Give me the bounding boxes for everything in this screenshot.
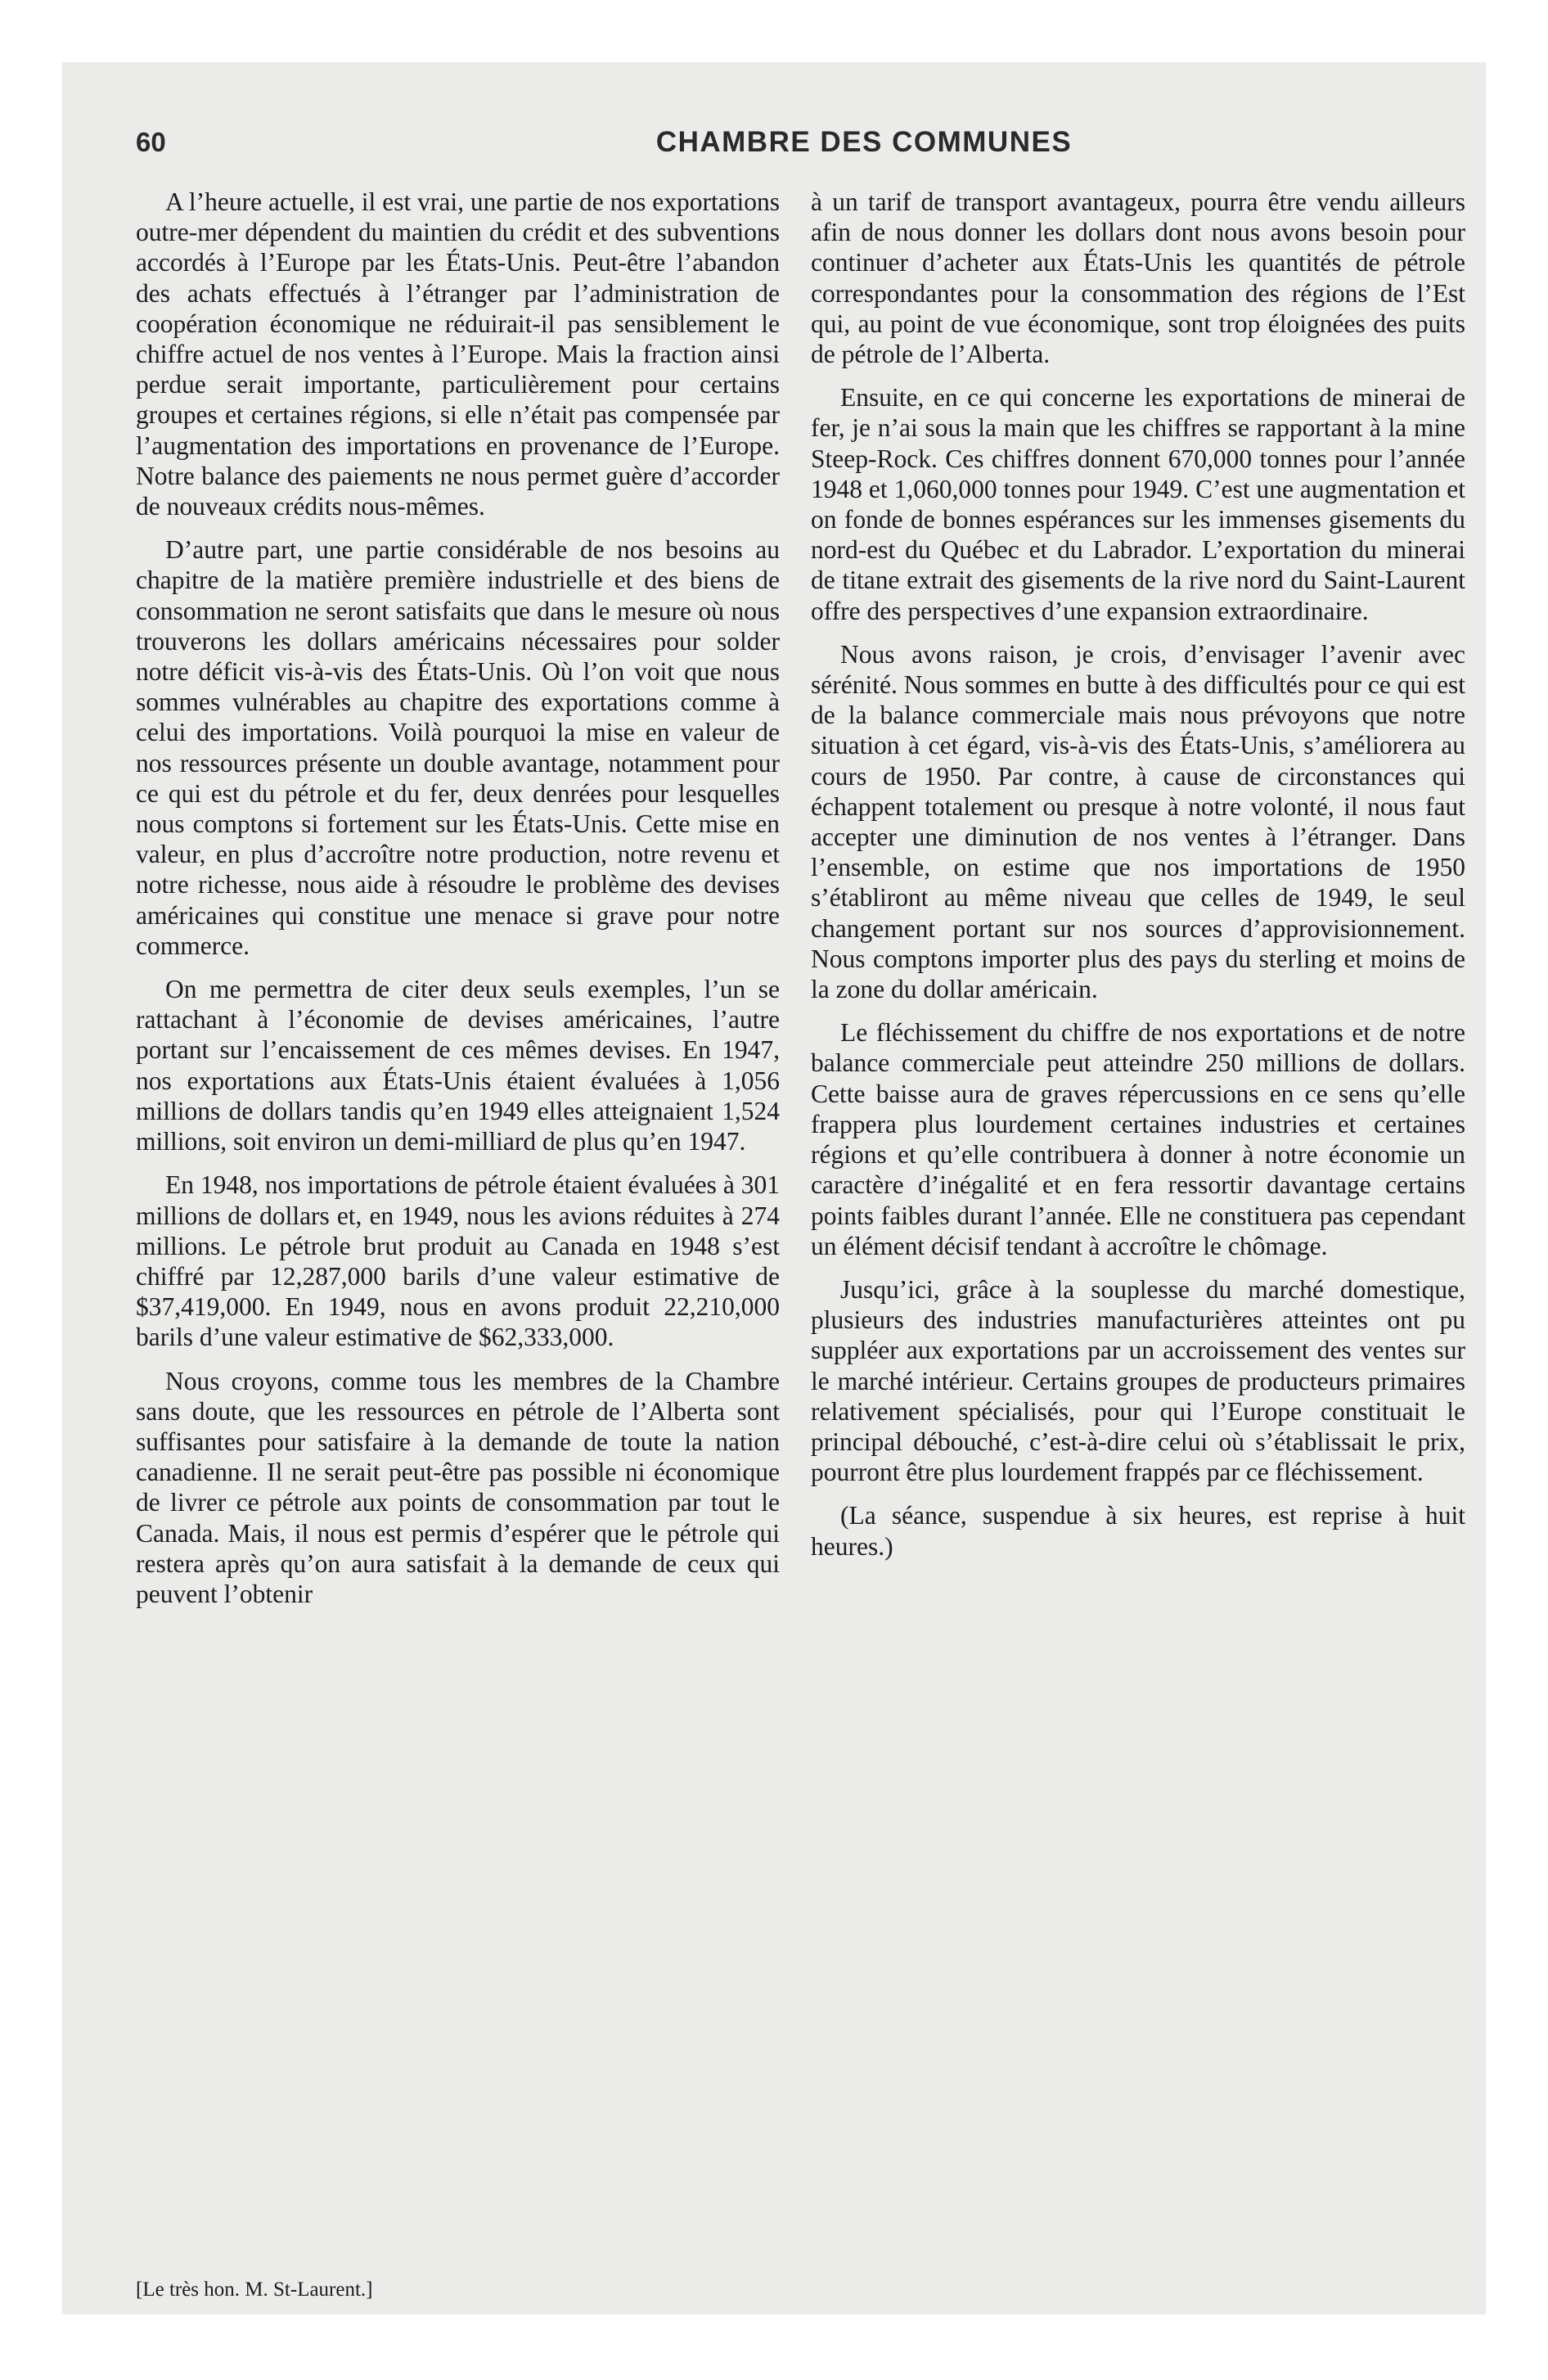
page-header: [136, 124, 1466, 160]
right-column: [811, 187, 1465, 1575]
paragraph: On me permettra de citer deux seuls exemples, l’un se rattachant à l’économie de devises américaines, l’autre portant sur l’encaissement de ces mêmes devises. En 1947, nos exportations aux États-Unis étaient évaluées à 1,056 millions de dollars tandis qu’en 1949 elles atteignaient 1,524 millions, soit environ un demi-milliard de plus qu’en 1947.: [136, 975, 780, 1156]
paragraph: A l’heure actuelle, il est vrai, une partie de nos exportations outre-mer dépendent du maintien du crédit et des subventions accordés à l’Europe par les États-Unis. Peut-être l’abandon des achats effectués à l’étranger par l’administration de coopération économique ne réduirait-il pas sensiblement le chiffre actuel de nos ventes à l’Europe. Mais la fraction ainsi perdue serait importante, particulièrement pour certains groupes et certaines régions, si elle n’était pas compensée par l’augmentation des importations en provenance de l’Europe. Notre balance des paiements ne nous permet guère d’accorder de nouveaux crédits nous-mêmes.: [136, 187, 780, 521]
paragraph: à un tarif de transport avantageux, pourra être vendu ailleurs afin de nous donner les dollars dont nous avons besoin pour continuer d’acheter aux États-Unis les quantités de pétrole correspondantes pour la consommation des régions de l’Est qui, au point de vue économique, sont trop éloignées des puits de pétrole de l’Alberta.: [811, 187, 1465, 369]
paragraph: Nous avons raison, je crois, d’envisager l’avenir avec sérénité. Nous sommes en butte à des difficultés pour ce qui est de la balance commerciale mais nous prévoyons que notre situation à cet égard, vis-à-vis des États-Unis, s’améliorera au cours de 1950. Par contre, à cause de circonstances qui échappent totalement ou presque à notre volonté, il nous faut accepter une diminution de nos ventes à l’étranger. Dans l’ensemble, on estime que nos importations de 1950 s’établiront au même niveau que celles de 1949, le seul changement portant sur nos sources d’approvisionnement. Nous comptons importer plus des pays du sterling et moins de la zone du dollar américain.: [811, 639, 1465, 1004]
paragraph: En 1948, nos importations de pétrole étaient évaluées à 301 millions de dollars et, en 1949, nous les avions réduites à 274 millions. Le pétrole brut produit au Canada en 1948 s’est chiffré par 12,287,000 barils d’une valeur estimative de $37,419,000. En 1949, nous en avons produit 22,210,000 barils d’une valeur estimative de $62,333,000.: [136, 1170, 780, 1352]
paragraph: Jusqu’ici, grâce à la souplesse du marché domestique, plusieurs des industries manufacturières atteintes ont pu suppléer aux exportations par un accroissement des ventes sur le marché intérieur. Certains groupes de producteurs primaires relativement spécialisés, pour qui l’Europe constituait le principal débouché, c’est-à-dire celui où s’établissait le prix, pourront être plus lourdement frappés par ce fléchissement.: [811, 1274, 1465, 1487]
speaker-tag: [Le très hon. M. St-Laurent.]: [136, 2279, 373, 2301]
left-column: [136, 187, 780, 1622]
running-title: CHAMBRE DES COMMUNES: [655, 126, 1073, 158]
paragraph: D’autre part, une partie considérable de nos besoins au chapitre de la matière première industrielle et des biens de consommation ne seront satisfaits que dans le mesure où nous trouverons les dollars américains nécessaires pour solder notre déficit vis-à-vis des États-Unis. Où l’on voit que nous sommes vulnérables au chapitre des exportations comme à celui des importations. Voilà pourquoi la mise en valeur de nos ressources présente un double avantage, notamment pour ce qui est du pétrole et du fer, deux denrées pour lesquelles nous comptons si fortement sur les États-Unis. Cette mise en valeur, en plus d’accroître notre production, notre revenu et notre richesse, nous aide à résoudre le problème des devises américaines qui constitue une menace si grave pour notre commerce.: [136, 535, 780, 960]
page-number: 60: [136, 127, 166, 157]
paragraph: Ensuite, en ce qui concerne les exportations de minerai de fer, je n’ai sous la main que les chiffres se rapportant à la mine Steep-Rock. Ces chiffres donnent 670,000 tonnes pour l’année 1948 et 1,060,000 tonnes pour 1949. C’est une augmentation et on fonde de bonnes espérances sur les immenses gisements du nord-est du Québec et du Labrador. L’exportation du minerai de titane extrait des gisements de la rive nord du Saint-Laurent offre des perspectives d’une expansion extraordinaire.: [811, 383, 1465, 625]
paragraph: Le fléchissement du chiffre de nos exportations et de notre balance commerciale peut atteindre 250 millions de dollars. Cette baisse aura de graves répercussions en ce sens qu’elle frappera plus lourdement certaines industries et certaines régions et qu’elle contribuera à donner à notre économie un caractère d’inégalité et en fera ressortir davantage certains points faibles durant l’année. Elle ne constituera pas cependant un élément décisif tendant à accroître le chômage.: [811, 1018, 1465, 1260]
paragraph: Nous croyons, comme tous les membres de la Chambre sans doute, que les ressources en pétrole de l’Alberta sont suffisantes pour satisfaire à la demande de toute la nation canadienne. Il ne serait peut-être pas possible ni économique de livrer ce pétrole aux points de consommation par tout le Canada. Mais, il nous est permis d’espérer que le pétrole qui restera après qu’on aura satisfait à la demande de ceux qui peuvent l’obtenir: [136, 1366, 780, 1608]
session-note: (La séance, suspendue à six heures, est reprise à huit heures.): [811, 1501, 1465, 1561]
